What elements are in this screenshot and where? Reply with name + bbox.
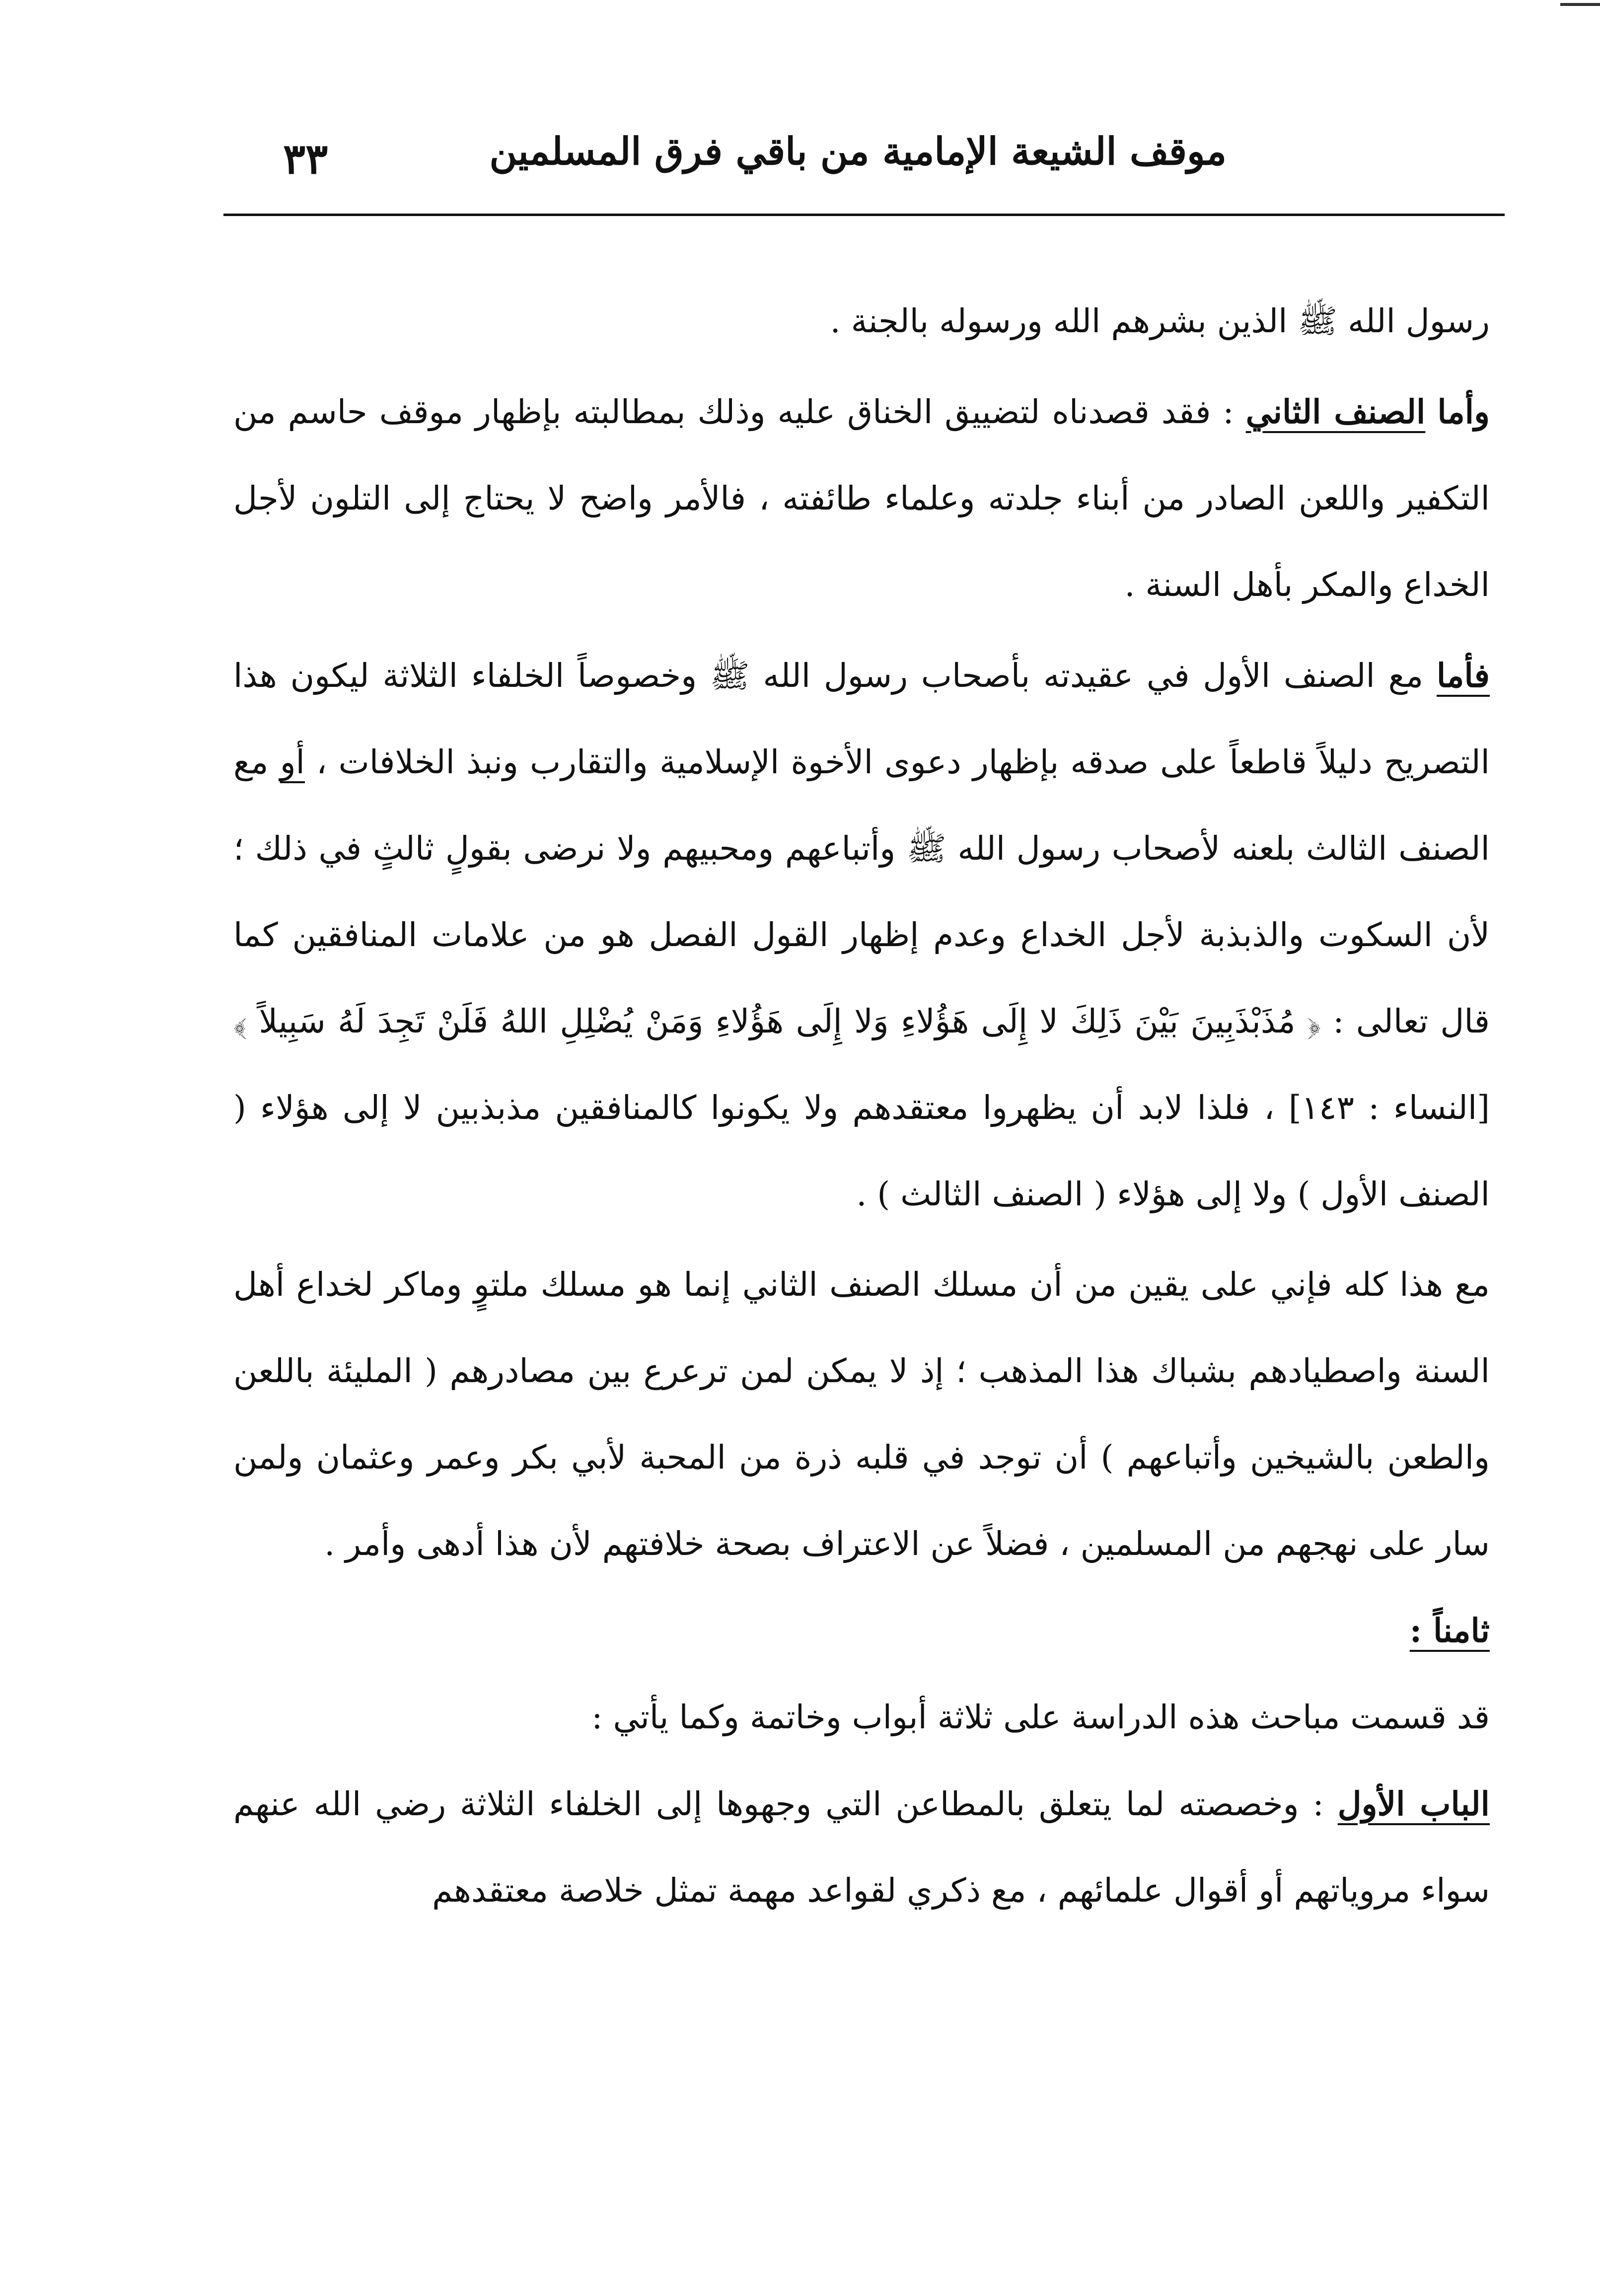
paragraph-lead: وأما <box>1437 392 1490 431</box>
page-body <box>233 278 1490 1934</box>
running-title: موقف الشيعة الإمامية من باقي فرق المسلمين <box>489 129 1227 173</box>
paragraph-text: رسول الله ﷺ الذين بشرهم الله ورسوله بالجنة . <box>830 302 1490 340</box>
paragraph-lead-underlined: الصنف الثاني <box>1245 392 1426 431</box>
paragraph-lead-underlined: فأما <box>1436 656 1490 695</box>
paragraph-text: مع الصنف الأول في عقيدته بأصحاب رسول الله ﷺ وخصوصاً الخلفاء الثلاثة ليكون هذا التصريح دليلاً قاطعاً على صدقه بإظهار دعوى الأخوة الإسلامية والتقارب ونبذ الخلافات ، <box>233 657 1490 781</box>
paragraph-text: : وخصصته لما يتعلق بالمطاعن التي وجهوها إلى الخلفاء الثلاثة رضي الله عنهم سواء مروياتهم أو أقوال علمائهم ، مع ذكري لقواعد مهمة تمثل خلاصة معتقدهم <box>233 1785 1490 1910</box>
corner-scan-mark <box>1560 3 1600 6</box>
paragraph <box>233 1761 1490 1934</box>
page-number: ٣٣ <box>283 134 328 183</box>
paragraph <box>233 369 1490 628</box>
page-header <box>223 104 1505 204</box>
header-divider <box>223 214 1505 216</box>
paragraph <box>233 1674 1490 1761</box>
paragraph-text: مع هذا كله فإني على يقين من أن مسلك الصنف الثاني إنما هو مسلك ملتوٍ وماكر لخداع أهل السنة واصطيادهم بشباك هذا المذهب ؛ إذ لا يمكن لمن ترعرع بين مصادرهم ( المليئة باللعن والطعن بالشيخين وأتباعهم ) أن توجد في قلبه ذرة من المحبة لأبي بكر وعمر وعثمان ولمن سار على نهجهم من المسلمين ، فضلاً عن الاعتراف بصحة خلافتهم لأن هذا أدهى وأمر . <box>233 1265 1490 1563</box>
section-heading <box>233 1587 1490 1674</box>
paragraph <box>233 278 1490 365</box>
paragraph-lead-underlined: الباب الأول <box>1337 1784 1490 1823</box>
paragraph-text: : فقد قصدناه لتضييق الخناق عليه وذلك بمطالبته بإظهار موقف حاسم من التكفير واللعن الصادر من أبناء جلدته وعلماء طائفته ، فالأمر واضح لا يحتاج إلى التلون لأجل الخداع والمكر بأهل السنة . <box>233 393 1490 604</box>
section-heading-text: ثامناً : <box>1409 1611 1490 1650</box>
paragraph-text: مع الصنف الثالث بلعنه لأصحاب رسول الله ﷺ وأتباعهم ومحبيهم ولا نرضى بقولٍ ثالثٍ في ذلك ؛ لأن السكوت والذبذبة لأجل الخداع وعدم إظهار القول الفصل هو من علامات المنافقين كما قال تعالى : ﴿ مُذَبْذَبِينَ بَيْنَ ذَلِكَ لا إِلَى هَؤُلاءِ وَلا إِلَى هَؤُلاءِ وَمَنْ يُضْلِلِ اللهُ فَلَنْ تَجِدَ لَهُ سَبِيلاً ﴾ [النساء : ١٤٣] ، فلذا لابد أن يظهروا معتقدهم ولا يكونوا كالمنافقين مذبذبين لا إلى هؤلاء ( الصنف الأول ) ولا إلى هؤلاء ( الصنف الثالث ) . <box>233 743 1490 1213</box>
inline-underlined: أو <box>280 743 305 781</box>
paragraph <box>233 1242 1490 1587</box>
paragraph-text: قد قسمت مباحث هذه الدراسة على ثلاثة أبواب وخاتمة وكما يأتي : <box>591 1698 1490 1736</box>
paragraph <box>233 632 1490 1238</box>
